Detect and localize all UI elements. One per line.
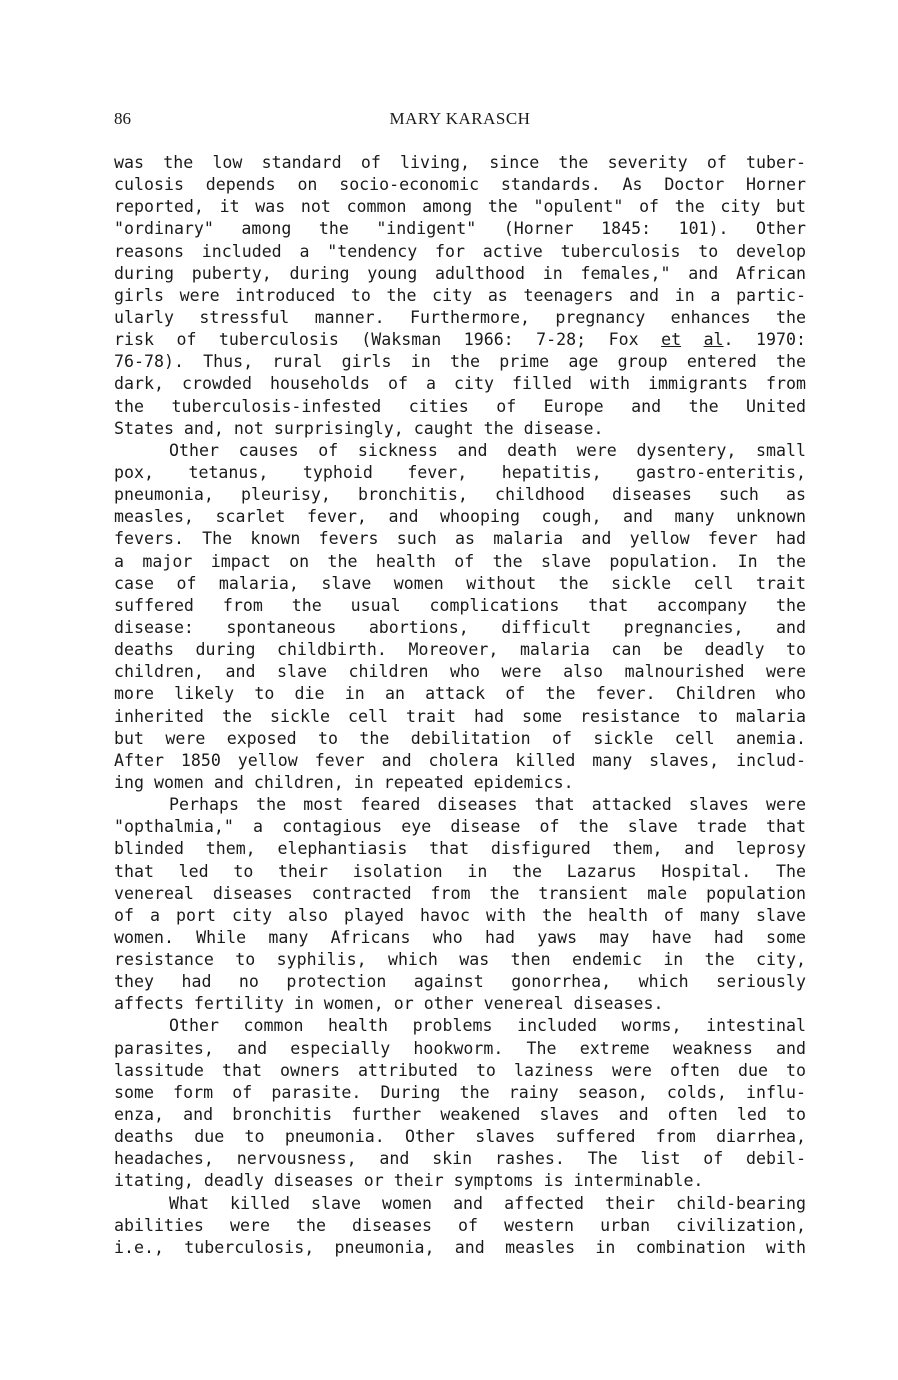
text-line: more likely to die in an attack of the fever. Children who (114, 684, 806, 704)
text-line: inherited the sickle cell trait had some resistance to malaria (114, 706, 806, 726)
text-line: resistance to syphilis, which was then endemic in the city, (114, 950, 806, 970)
text-line: some form of parasite. During the rainy season, colds, influ- (114, 1082, 806, 1102)
text-line: a major impact on the health of the slave population. In the (114, 551, 806, 571)
text-line: girls were introduced to the city as teenagers and in a partic- (114, 285, 806, 305)
text-line: venereal diseases contracted from the transient male population (114, 883, 806, 903)
page-header (114, 109, 806, 135)
text-line: 76-78). Thus, rural girls in the prime age group entered the (114, 352, 806, 372)
text-line: but were exposed to the debilitation of sickle cell anemia. (114, 728, 806, 748)
text-line: pox, tetanus, typhoid fever, hepatitis, gastro-enteritis, (114, 462, 806, 482)
page-number: 86 (114, 109, 131, 128)
text-line: case of malaria, slave women without the sickle cell trait (114, 573, 806, 593)
text-line: Perhaps the most feared diseases that attacked slaves were (169, 795, 806, 815)
text-line: during puberty, during young adulthood in females," and African (114, 263, 806, 283)
text-line: reported, it was not common among the "opulent" of the city but (114, 197, 806, 217)
text-line: ularly stressful manner. Furthermore, pregnancy enhances the (114, 307, 806, 327)
text-line: Other causes of sickness and death were dysentery, small (169, 440, 806, 460)
text-line: women. While many Africans who had yaws may have had some (114, 927, 806, 947)
text-line: What killed slave women and affected their child-bearing (169, 1193, 806, 1213)
text-line: dark, crowded households of a city filled with immigrants from (114, 374, 806, 394)
text-line: deaths due to pneumonia. Other slaves suffered from diarrhea, (114, 1127, 806, 1147)
text-line: itating, deadly diseases or their symptoms is interminable. (114, 1171, 704, 1191)
text-line: deaths during childbirth. Moreover, malaria can be deadly to (114, 640, 806, 660)
text-line: abilities were the diseases of western urban civilization, (114, 1215, 806, 1235)
text-line: ing women and children, in repeated epidemics. (114, 772, 574, 792)
text-line: After 1850 yellow fever and cholera killed many slaves, includ- (114, 750, 806, 770)
text-span: risk of tuberculosis (Waksman 1966: 7-28; Fox (114, 330, 662, 350)
body-text (114, 152, 806, 1259)
text-line: reasons included a "tendency for active tuberculosis to develop (114, 241, 806, 261)
text-line: culosis depends on socio-economic standards. As Doctor Horner (114, 175, 806, 195)
underlined-text: et (661, 330, 682, 350)
text-line: that led to their isolation in the Lazarus Hospital. The (114, 861, 806, 881)
text-line: children, and slave children who were also malnourished were (114, 662, 806, 682)
text-line: measles, scarlet fever, and whooping cough, and many unknown (114, 507, 806, 527)
text-span (681, 330, 704, 349)
running-head: MARY KARASCH (389, 109, 531, 128)
text-line: of a port city also played havoc with the health of many slave (114, 905, 806, 925)
underlined-text: al (703, 330, 724, 350)
text-line: was the low standard of living, since the severity of tuber- (114, 153, 806, 172)
text-line: the tuberculosis-infested cities of Europe and the United (114, 396, 806, 416)
text-line: affects fertility in women, or other venereal diseases. (114, 994, 664, 1014)
text-line: enza, and bronchitis further weakened slaves and often led to (114, 1105, 806, 1125)
text-span: . 1970: (723, 330, 806, 350)
text-line: suffered from the usual complications that accompany the (114, 595, 806, 615)
text-line: parasites, and especially hookworm. The extreme weakness and (114, 1038, 806, 1058)
text-line: i.e., tuberculosis, pneumonia, and measles in combination with (114, 1237, 806, 1257)
text-line: they had no protection against gonorrhea, which seriously (114, 972, 806, 992)
text-line: blinded them, elephantiasis that disfigured them, and leprosy (114, 839, 806, 859)
text-line: "opthalmia," a contagious eye disease of the slave trade that (114, 817, 806, 837)
text-line: fevers. The known fevers such as malaria and yellow fever had (114, 529, 806, 549)
text-line: disease: spontaneous abortions, difficult pregnancies, and (114, 617, 806, 637)
text-line (114, 329, 806, 351)
text-line: States and, not surprisingly, caught the disease. (114, 418, 604, 438)
text-line: lassitude that owners attributed to laziness were often due to (114, 1060, 806, 1080)
text-line: headaches, nervousness, and skin rashes. The list of debil- (114, 1149, 806, 1169)
text-line: "ordinary" among the "indigent" (Horner 1845: 101). Other (114, 219, 806, 239)
text-line: Other common health problems included worms, intestinal (169, 1016, 806, 1036)
text-line: pneumonia, pleurisy, bronchitis, childhood diseases such as (114, 485, 806, 505)
